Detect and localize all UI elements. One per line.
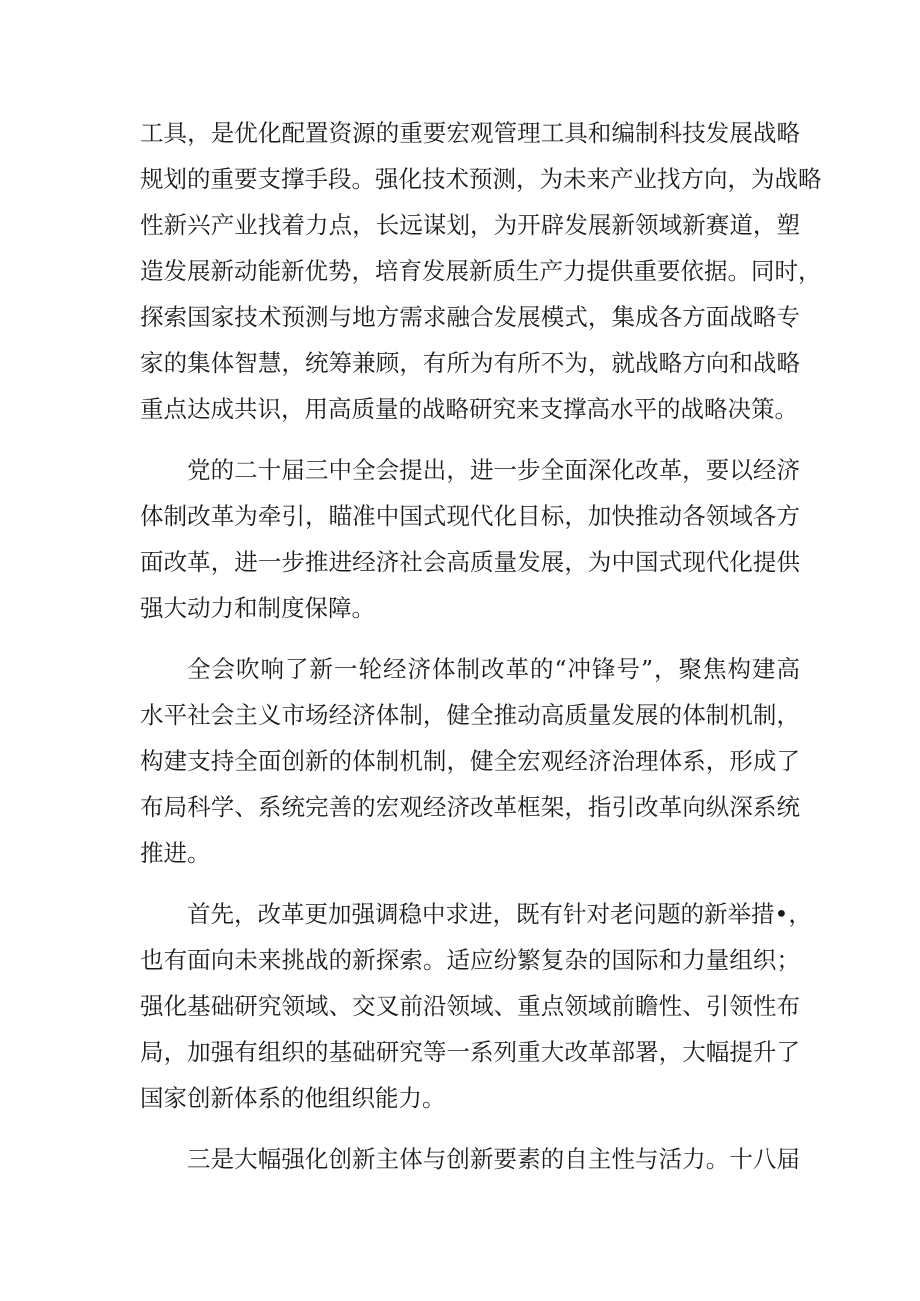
text-line: 造发展新动能新优势，培育发展新质生产力提供重要依据。同时， [140,257,822,285]
paragraph-2 [140,447,800,631]
text-line: 性新兴产业找着力点，长远谋划，为开辟发展新领域新赛道，塑 [140,211,800,239]
text-line: 也有面向未来挑战的新探索。适应纷繁复杂的国际和力量组织； [140,946,800,974]
text-line: 构建支持全面创新的体制机制，健全宏观经济治理体系，形成了 [140,747,800,775]
text-line: 全会吹响了新一轮经济体制改革的“冲锋号”，聚焦构建高 [187,655,800,683]
text-line: 党的二十届三中全会提出，进一步全面深化改革，要以经济 [187,456,800,484]
text-line: 首先，改革更加强调稳中求进，既有针对老问题的新举措•， [187,900,812,928]
text-line: 三是大幅强化创新主体与创新要素的自主性与活力。十八届 [187,1145,800,1173]
text-line: 家的集体智慧，统筹兼顾，有所为有所不为，就战略方向和战略 [140,349,800,377]
text-line: 规划的重要支撑手段。强化技术预测，为未来产业找方向，为战略 [140,165,822,193]
paragraph-1 [140,110,822,432]
text-line: 强化基础研究领域、交叉前沿领域、重点领域前瞻性、引领性布 [140,992,800,1020]
text-line: 体制改革为牵引，瞄准中国式现代化目标，加快推动各领域各方 [140,502,800,530]
text-line: 强大动力和制度保障。 [140,594,375,622]
text-line: 国家创新体系的他组织能力。 [140,1084,446,1112]
paragraph-4 [140,891,812,1121]
text-line: 重点达成共识，用高质量的战略研究来支撑高水平的战略决策。 [140,395,798,423]
text-line: 工具，是优化配置资源的重要宏观管理工具和编制科技发展战略 [140,119,800,147]
text-line: 推进。 [140,839,211,867]
text-line: 局，加强有组织的基础研究等一系列重大改革部署，大幅提升了 [140,1038,800,1066]
text-line: 探索国家技术预测与地方需求融合发展模式，集成各方面战略专 [140,303,800,331]
paragraph-3 [140,646,800,876]
text-line: 面改革，进一步推进经济社会高质量发展，为中国式现代化提供 [140,548,800,576]
paragraph-5 [140,1136,800,1182]
text-line: 水平社会主义市场经济体制，健全推动高质量发展的体制机制， [140,701,800,729]
text-line: 布局科学、系统完善的宏观经济改革框架，指引改革向纵深系统 [140,793,800,821]
body-text [140,110,822,1182]
